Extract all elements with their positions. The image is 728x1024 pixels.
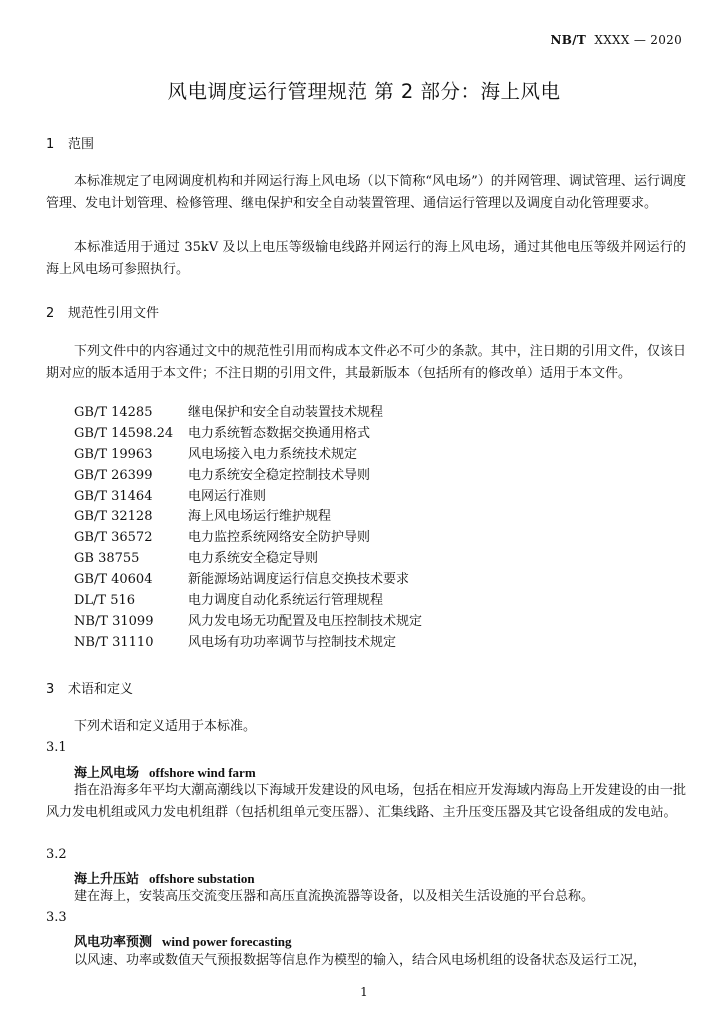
scope-paragraph-1: 本标准规定了电网调度机构和并网运行海上风电场（以下简称“风电场”）的并网管理、调试管理、运行调度管理、发电计划管理、检修管理、继电保护和安全自动装置管理、通信运行管理以及调度自动化管理要求。 [46, 174, 686, 211]
reference-item: GB/T 36572 电力监控系统网络安全防护导则 [74, 530, 371, 546]
section-heading-terms: 3 术语和定义 [46, 682, 134, 697]
term-number: 3.1 [46, 740, 67, 755]
reference-item: NB/T 31110 风电场有功功率调节与控制技术规定 [74, 634, 397, 650]
reference-item: DL/T 516 电力调度自动化系统运行管理规程 [74, 593, 384, 609]
reference-item: GB/T 32128 海上风电场运行维护规程 [74, 509, 332, 525]
reference-list [74, 403, 422, 654]
document-title: 风电调度运行管理规范 第 2 部分：海上风电 [167, 80, 561, 103]
terms-intro: 下列术语和定义适用于本标准。 [74, 719, 257, 734]
reference-item: GB/T 26399 电力系统安全稳定控制技术导则 [74, 467, 371, 483]
page-number: 1 [360, 985, 368, 999]
section-heading-normative-references: 2 规范性引用文件 [46, 306, 160, 321]
term-name: 海上风电场 offshore wind farm [74, 765, 256, 781]
term-definition: 指在沿海多年平均大潮高潮线以下海域开发建设的风电场，包括在相应开发海域内海岛上开发建设的由一批风力发电机组或风力发电机组群（包括机组单元变压器）、汇集线路、主升压变压器及其它设备组成的发电站。 [46, 783, 686, 820]
reference-item: GB/T 40604 新能源场站调度运行信息交换技术要求 [74, 572, 410, 588]
term-name: 海上升压站 offshore substation [74, 871, 255, 887]
reference-item: GB/T 31464 电网运行准则 [74, 488, 267, 504]
references-intro: 下列文件中的内容通过文中的规范性引用而构成本文件必不可少的条款。其中，注日期的引用文件，仅该日期对应的版本适用于本文件；不注日期的引用文件，其最新版本（包括所有的修改单）适用于本文件。 [46, 344, 686, 381]
scope-paragraph-2: 本标准适用于通过 35kV 及以上电压等级输电线路并网运行的海上风电场，通过其他电压等级并网运行的海上风电场可参照执行。 [46, 240, 686, 277]
term-number: 3.3 [46, 910, 67, 925]
reference-item: GB/T 14598.24 电力系统暂态数据交换通用格式 [74, 425, 371, 441]
term-number: 3.2 [46, 847, 67, 862]
reference-item: GB/T 14285 继电保护和安全自动装置技术规程 [74, 405, 384, 420]
standard-code: NB/T XXXX — 2020 [550, 33, 682, 47]
reference-item: GB 38755 电力系统安全稳定导则 [74, 551, 319, 567]
term-name: 风电功率预测 wind power forecasting [74, 934, 292, 950]
term-definition: 以风速、功率或数值天气预报数据等信息作为模型的输入，结合风电场机组的设备状态及运行工况， [74, 953, 647, 968]
reference-item: GB/T 19963 风电场接入电力系统技术规定 [74, 446, 358, 462]
term-definition: 建在海上，安装高压交流变压器和高压直流换流器等设备，以及相关生活设施的平台总称。 [74, 889, 595, 904]
reference-item: NB/T 31099 风力发电场无功配置及电压控制技术规定 [74, 613, 423, 629]
section-heading-scope: 1 范围 [46, 137, 95, 152]
